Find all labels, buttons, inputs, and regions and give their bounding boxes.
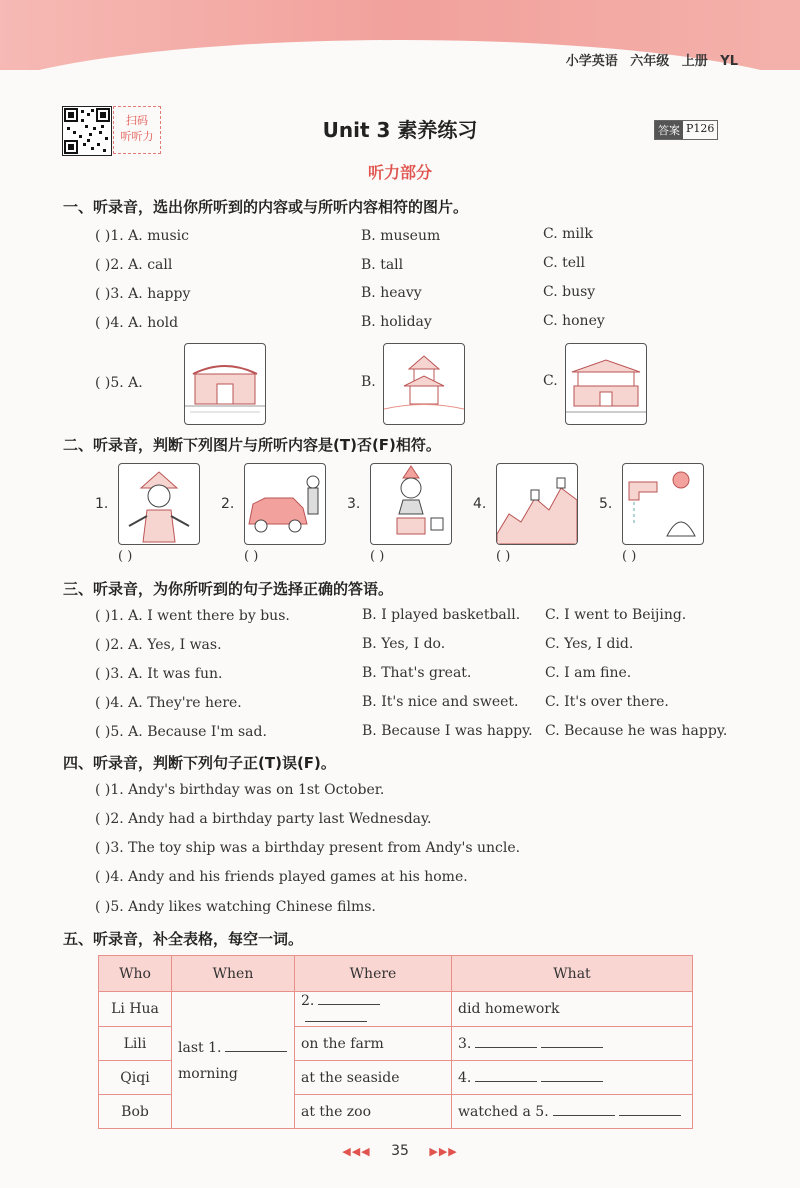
what-cell <box>452 1027 693 1061</box>
section4-heading: 四、听录音，判断下列句子正(T)误(F)。 <box>63 754 336 772</box>
s3-q3-c: C. I am fine. <box>545 665 632 681</box>
s2-paren-4[interactable]: ( ) <box>496 549 511 564</box>
s3-q5-a: ( )5. A. Because I'm sad. <box>95 724 267 740</box>
s1-q5-b: B. <box>361 374 376 390</box>
s4-q5: ( )5. Andy likes watching Chinese films. <box>95 899 376 915</box>
s3-q2-b: B. Yes, I do. <box>362 636 446 652</box>
col-who: Who <box>99 956 172 992</box>
what-cell: did homework <box>452 992 693 1027</box>
section1-heading: 一、听录音，选出你所听到的内容或与所听内容相符的图片。 <box>63 198 469 216</box>
s3-q1-a: ( )1. A. I went there by bus. <box>95 608 290 624</box>
s1-q4-a: ( )4. A. hold <box>95 315 179 331</box>
where-cell: at the zoo <box>295 1095 452 1129</box>
what-cell <box>452 1095 693 1129</box>
what-cell <box>452 1061 693 1095</box>
blank-4b[interactable] <box>541 1069 603 1082</box>
s2-label-2: 2. <box>221 496 235 512</box>
s3-q2-c: C. Yes, I did. <box>545 636 634 652</box>
section-subtitle: 听力部分 <box>367 163 432 182</box>
s1-q3-b: B. heavy <box>361 285 422 301</box>
who-cell: Li Hua <box>99 992 172 1027</box>
birthday-girl-picture[interactable] <box>370 463 452 545</box>
s3-q2-a: ( )2. A. Yes, I was. <box>95 637 222 653</box>
car-wash-picture[interactable] <box>244 463 326 545</box>
s3-q3-b: B. That's great. <box>362 665 472 681</box>
faucet-picture[interactable] <box>622 463 704 545</box>
blank-3a[interactable] <box>475 1035 537 1048</box>
page-title: Unit 3 素养练习 <box>322 118 478 142</box>
s3-q1-b: B. I played basketball. <box>362 607 521 623</box>
s1-q5-c: C. <box>543 373 558 389</box>
s4-q2: ( )2. Andy had a birthday party last Wednesday. <box>95 811 432 827</box>
when-text-2: morning <box>178 1065 238 1082</box>
where-cell <box>295 992 452 1027</box>
answer-page: P126 <box>686 122 715 135</box>
s2-label-5: 5. <box>599 496 613 512</box>
where-cell: at the seaside <box>295 1061 452 1095</box>
s3-q4-a: ( )4. A. They're here. <box>95 695 242 711</box>
great-wall-picture[interactable] <box>496 463 578 545</box>
s1-q1-c: C. milk <box>543 226 593 242</box>
blank-5a[interactable] <box>553 1103 615 1116</box>
s1-q4-b: B. holiday <box>361 314 432 330</box>
s1-q1-b: B. museum <box>361 228 441 244</box>
what-num-5: watched a 5. <box>458 1104 549 1120</box>
col-where: Where <box>295 956 452 992</box>
museum-building-picture[interactable] <box>184 343 266 425</box>
s1-q4-c: C. honey <box>543 313 605 329</box>
s4-q4: ( )4. Andy and his friends played games at his home. <box>95 869 468 885</box>
blank-2a[interactable] <box>318 992 380 1005</box>
where-cell: on the farm <box>295 1027 452 1061</box>
col-when: When <box>172 956 295 992</box>
blank-3b[interactable] <box>541 1035 603 1048</box>
s1-q1-a: ( )1. A. music <box>95 228 189 244</box>
page-number: 35 <box>391 1143 409 1159</box>
what-num-4: 4. <box>458 1070 472 1086</box>
section2-heading: 二、听录音，判断下列图片与所听内容是(T)否(F)相符。 <box>63 436 441 454</box>
s1-q3-a: ( )3. A. happy <box>95 286 191 302</box>
palace-gate-picture[interactable] <box>565 343 647 425</box>
s1-q5-a: ( )5. A. <box>95 375 143 391</box>
qr-label-line2: 听听力 <box>120 130 154 143</box>
what-num-3: 3. <box>458 1036 472 1052</box>
where-num-2: 2. <box>301 993 315 1009</box>
s2-label-4: 4. <box>473 496 487 512</box>
s2-label-3: 3. <box>347 496 361 512</box>
s2-paren-5[interactable]: ( ) <box>622 549 637 564</box>
prev-arrows-icon[interactable]: ◀◀◀ <box>342 1145 371 1158</box>
s3-q1-c: C. I went to Beijing. <box>545 607 687 623</box>
blank-5b[interactable] <box>619 1103 681 1116</box>
blank-1[interactable] <box>225 1039 287 1052</box>
s3-q4-c: C. It's over there. <box>545 694 669 710</box>
table-row <box>99 992 693 1027</box>
who-cell: Lili <box>99 1027 172 1061</box>
section5-heading: 五、听录音，补全表格，每空一词。 <box>63 930 304 948</box>
fill-in-table <box>98 955 693 1129</box>
when-cell <box>172 992 295 1129</box>
s3-q5-b: B. Because I was happy. <box>362 723 533 739</box>
s2-paren-1[interactable]: ( ) <box>118 549 133 564</box>
s1-q2-c: C. tell <box>543 255 585 271</box>
when-text-1: last 1. <box>178 1039 222 1056</box>
blank-4a[interactable] <box>475 1069 537 1082</box>
s3-q5-c: C. Because he was happy. <box>545 723 728 739</box>
answer-reference[interactable] <box>654 120 718 140</box>
s4-q3: ( )3. The toy ship was a birthday present from Andy's uncle. <box>95 840 521 856</box>
who-cell: Qiqi <box>99 1061 172 1095</box>
s4-q1: ( )1. Andy's birthday was on 1st October. <box>95 782 385 798</box>
header-text: 小学英语 六年级 上册 YL <box>565 54 738 69</box>
next-arrows-icon[interactable]: ▶▶▶ <box>429 1145 458 1158</box>
s1-q2-b: B. tall <box>361 257 404 273</box>
s2-paren-2[interactable]: ( ) <box>244 549 259 564</box>
s1-q2-a: ( )2. A. call <box>95 257 173 273</box>
s2-label-1: 1. <box>95 496 109 512</box>
page-footer <box>0 1143 800 1159</box>
s1-q3-c: C. busy <box>543 284 596 300</box>
boy-picture[interactable] <box>118 463 200 545</box>
s3-q3-a: ( )3. A. It was fun. <box>95 666 223 682</box>
pagoda-picture[interactable] <box>383 343 465 425</box>
col-what: What <box>452 956 693 992</box>
blank-2b[interactable] <box>305 1009 367 1022</box>
answer-label: 答案 <box>655 121 683 139</box>
qr-label-line1: 扫码 <box>126 114 148 127</box>
s3-q4-b: B. It's nice and sweet. <box>362 694 519 710</box>
section3-heading: 三、听录音，为你所听到的句子选择正确的答语。 <box>63 580 394 598</box>
s2-paren-3[interactable]: ( ) <box>370 549 385 564</box>
who-cell: Bob <box>99 1095 172 1129</box>
